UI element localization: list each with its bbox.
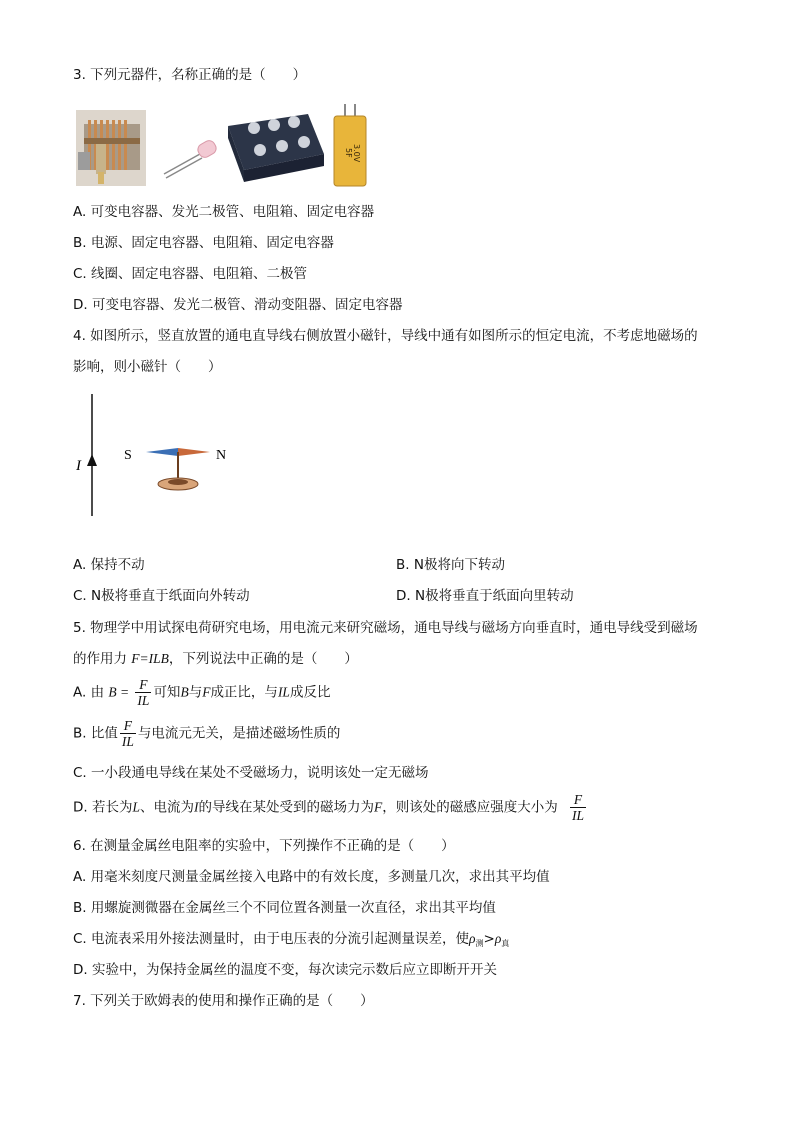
current-label: I <box>76 458 81 474</box>
q4-stem-line2: 影响，则小磁针（ ） <box>73 359 222 375</box>
q5-option-a <box>73 677 330 708</box>
q7-stem: 7. 下列关于欧姆表的使用和操作正确的是（ ） <box>73 993 374 1009</box>
q3-stem: 3. 下列元器件，名称正确的是（ ） <box>73 67 307 83</box>
q5-a-var-b: B <box>180 684 189 700</box>
q5-stem-suffix: ，下列说法中正确的是（ ） <box>168 651 358 667</box>
q3-components-figure <box>76 104 372 188</box>
q5-b-prefix: B. 比值 <box>73 725 118 742</box>
q5-option-c: C. 一小段通电导线在某处不受磁场力，说明该处一定无磁场 <box>73 765 429 781</box>
q5-d-text: D. 若长为 <box>73 799 133 816</box>
q6-option-b: B. 用螺旋测微器在金属丝三个不同位置各测量一次直径，求出其平均值 <box>73 900 496 916</box>
capacitor-voltage-label: 3.0V <box>352 144 361 163</box>
compass-north-label: N <box>216 448 227 463</box>
led-image <box>164 138 218 178</box>
fraction-numerator: F <box>570 792 586 808</box>
q3-option-b: B. 电源、固定电容器、电阻箱、固定电容器 <box>73 235 334 251</box>
fraction-denominator: IL <box>121 734 134 749</box>
q5-formula: F=ILB <box>131 651 169 666</box>
q5-d-var-l: L <box>132 799 140 815</box>
q5-option-b <box>73 718 340 749</box>
q4-stem-line1: 4. 如图所示，竖直放置的通电直导线右侧放置小磁针，导线中通有如图所示的恒定电流，不考虑地磁场的 <box>73 328 698 344</box>
q6-option-d: D. 实验中，为保持金属丝的温度不变，每次读完示数后应立即断开开关 <box>73 962 497 978</box>
fraction-denominator: IL <box>137 693 150 708</box>
q4-option-d: D. N极将垂直于纸面向里转动 <box>396 588 574 604</box>
q3-option-d: D. 可变电容器、发光二极管、滑动变阻器、固定电容器 <box>73 297 403 313</box>
rho-symbol: ρ <box>469 931 476 946</box>
rho-measured-subscript: 测 <box>475 939 484 948</box>
fraction-numerator: F <box>135 677 151 693</box>
rho-symbol: ρ <box>494 931 502 946</box>
q5-a-var-f: F <box>202 684 211 700</box>
q5-b-text: 与电流元无关，是描述磁场性质的 <box>137 725 341 742</box>
q6-stem: 6. 在测量金属丝电阻率的实验中，下列操作不正确的是（ ） <box>73 838 455 854</box>
fraction-numerator: F <box>120 718 136 734</box>
greater-than: > <box>483 931 495 947</box>
q5-stem-line1: 5. 物理学中用试探电荷研究电场，用电流元来研究磁场，通电导线与磁场方向垂直时，通电导线受到磁场 <box>73 620 698 636</box>
q5-d-text: 的导线在某处受到的磁场力为 <box>198 799 374 816</box>
rho-true-subscript: 真 <box>501 939 510 948</box>
q5-stem-prefix: 的作用力 <box>73 651 132 667</box>
q5-a-lhs: B = <box>108 684 130 700</box>
q5-a-text: 可知 <box>153 684 181 701</box>
q5-d-text: 、电流为 <box>140 799 194 816</box>
capacitor-capacity-label: 5F <box>344 148 353 158</box>
q5-a-prefix: A. 由 <box>73 684 105 701</box>
variable-capacitor-image <box>76 110 146 186</box>
q4-option-b: B. N极将向下转动 <box>396 557 505 573</box>
q4-option-c: C. N极将垂直于纸面向外转动 <box>73 588 250 604</box>
q5-b-fraction <box>120 718 136 749</box>
fixed-capacitor-image <box>334 104 366 186</box>
q5-d-var-i: I <box>194 799 199 815</box>
q6-option-c <box>73 930 509 953</box>
fraction-denominator: IL <box>572 808 585 823</box>
q6-c-text: C. 电流表采用外接法测量时，由于电压表的分流引起测量误差，使 <box>73 931 470 947</box>
compass-needle <box>146 448 210 490</box>
q5-stem-line2 <box>73 650 358 668</box>
q5-a-fraction <box>135 677 151 708</box>
q5-d-fraction <box>570 792 586 823</box>
q5-d-text: ，则该处的磁感应强度大小为 <box>382 799 558 816</box>
compass-south-label: S <box>124 448 132 463</box>
q5-a-text: 成正比，与 <box>210 684 278 701</box>
q4-wire-compass-figure <box>70 392 240 522</box>
q4-option-a: A. 保持不动 <box>73 557 145 573</box>
q3-option-c: C. 线圈、固定电容器、电阻箱、二极管 <box>73 266 308 282</box>
q5-d-var-f: F <box>374 799 383 815</box>
q5-option-d <box>73 792 588 823</box>
q6-option-a: A. 用毫米刻度尺测量金属丝接入电路中的有效长度，多测量几次，求出其平均值 <box>73 869 550 885</box>
current-arrow-icon <box>87 454 97 466</box>
q5-a-var-il: IL <box>277 684 290 700</box>
resistance-box-image <box>228 114 324 182</box>
q5-a-text: 与 <box>188 684 203 701</box>
q5-a-text: 成反比 <box>289 684 331 701</box>
q3-option-a: A. 可变电容器、发光二极管、电阻箱、固定电容器 <box>73 204 375 220</box>
